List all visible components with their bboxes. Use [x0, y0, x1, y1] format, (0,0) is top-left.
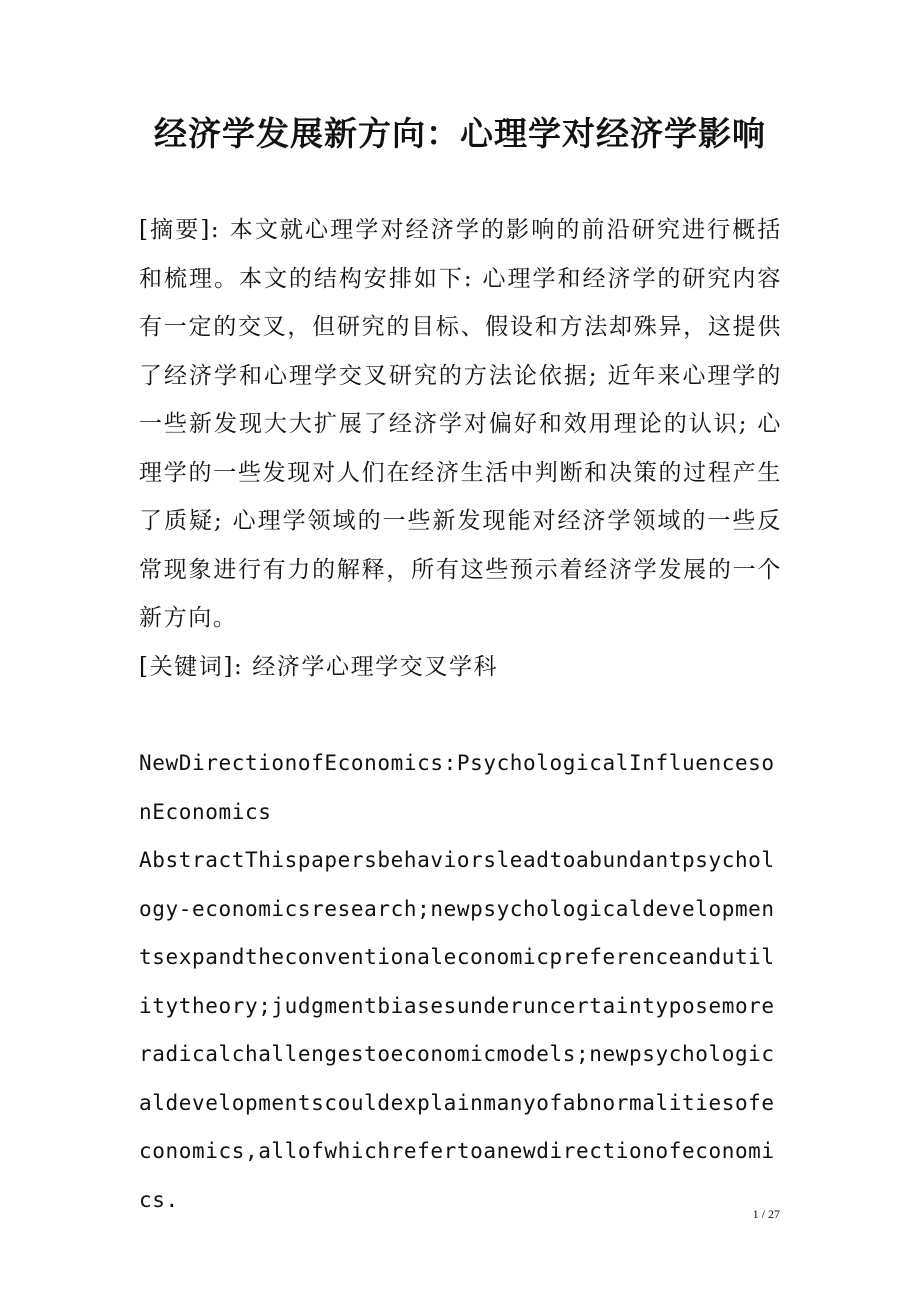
title-en: NewDirectionofEconomics:PsychologicalInfluencesonEconomics	[139, 751, 775, 824]
keywords-zh: [关键词]: 经济学心理学交叉学科	[139, 653, 499, 680]
section-gap	[139, 691, 782, 739]
abstract-zh: [摘要]: 本文就心理学对经济学的影响的前沿研究进行概括和梳理。本文的结构安排如下: 心理学和经济学的研究内容有一定的交叉，但研究的目标、假设和方法却殊异，这提供了经济学和心理学交叉研究的方法论依据; 近年来心理学的一些新发现大大扩展了经济学对偏好和效用理论的认识; 心理学的一些发现对人们在经济生活中判断和决策的过程产生了质疑; 心理学领域的一些新发现能对经济学领域的一些反常现象进行有力的解释，所有这些预示着经济学发展的一个新方向。	[139, 217, 782, 631]
document-body	[139, 206, 782, 1224]
page-number: 1 / 27	[752, 1207, 780, 1221]
abstract-en: AbstractThispapersbehaviorsleadtoabundantpsychology-economicsresearch;newpsychologicaldevelopmentsexpandtheconventionaleconomicpreferenceandutilitytheory;judgmentbiasesunderuncertaintyposemoreradicalchallengestoeconomicmodels;newpsychologicaldevelopmentscouldexplainmanyofabnormalitiesofeconomics,allofwhichrefertoanewdirectionofeconomics.	[139, 848, 775, 1212]
page-title: 经济学发展新方向：心理学对经济学影响	[154, 114, 766, 153]
